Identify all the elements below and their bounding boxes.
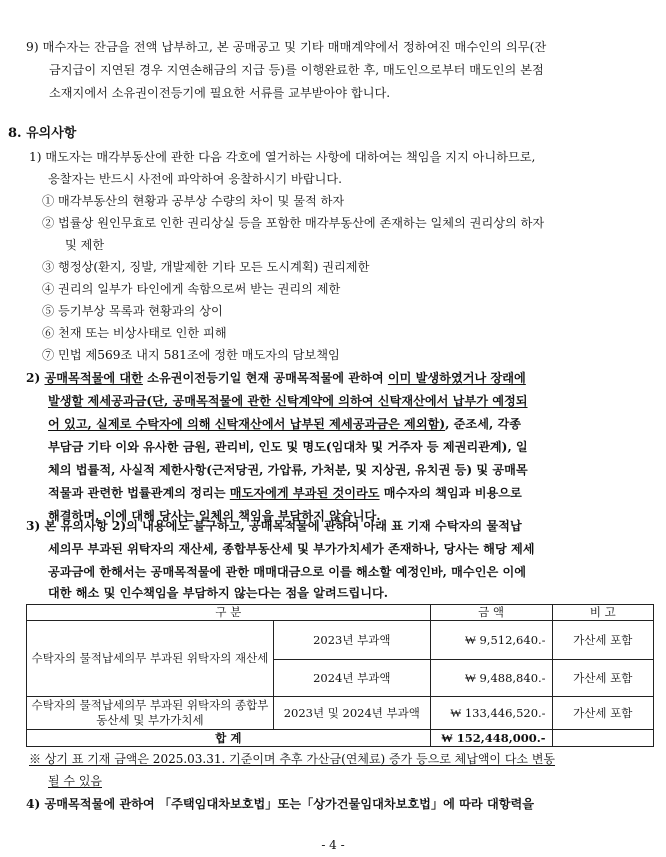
item1-sub2b: 및 제한 [65, 238, 105, 252]
item3-line4: 대한 해소 및 인수책임을 부담하지 않는다는 점을 알려드립니다. [48, 586, 389, 600]
footnote-line1: ※ 상기 표 기재 금액은 2025.03.31. 기준이며 추후 가산금(연체료) 증가 등으로 체납액이 다소 변동 [29, 752, 556, 766]
table-row [27, 697, 654, 730]
item1-sub2a: ② 법률상 원인무효로 인한 권리상실 등을 포함한 매각부동산에 존재하는 일체의 권리상의 하자 [42, 216, 545, 230]
total-amount: ₩ 152,448,000.- [430, 730, 552, 747]
item9-line3: 소재지에서 소유권이전등기에 필요한 서류를 교부받아야 합니다. [49, 86, 391, 100]
item1-sub5: ⑤ 등기부상 목록과 현황과의 상이 [42, 304, 223, 318]
item1-sub1: ① 매각부동산의 현황과 공부상 수량의 차이 및 물적 하자 [42, 194, 345, 208]
item4-line1: 4) 공매목적물에 관하여 「주택임대차보호법」또는「상가건물임대차보호법」에 따라 대항력을 [26, 797, 535, 811]
row-note: 가산세 포함 [552, 660, 653, 697]
row-note: 가산세 포함 [552, 697, 653, 730]
page-number: - 4 - [321, 838, 345, 852]
row-period: 2023년 부과액 [273, 621, 430, 660]
row-amount: ₩ 133,446,520.- [430, 697, 552, 730]
table-row [27, 621, 654, 660]
item2-line1 [26, 367, 526, 390]
item3-line3: 공과금에 한해서는 공매목적물에 관한 매매대금으로 이를 해소할 예정인바, 매수인은 이에 [48, 565, 527, 579]
row-label-property-tax: 수탁자의 물적납세의무 부과된 위탁자의 재산세 [27, 621, 274, 697]
header-category: 구 분 [27, 605, 431, 621]
item2-text-a: 소유권이전등기일 현재 공매목적물에 관하여 [142, 371, 388, 385]
item1-sub6: ⑥ 천재 또는 비상사태로 인한 피해 [42, 326, 227, 340]
item9-line1: 9) 매수자는 잔금을 전액 납부하고, 본 공매공고 및 기타 매매계약에서 정하여진 매수인의 의무(잔 [26, 40, 547, 54]
item1-sub3: ③ 행정상(환지, 징발, 개발제한 기타 모든 도시계획) 권리제한 [42, 260, 370, 274]
tax-table-header-row [27, 605, 654, 621]
row-label-comprehensive-tax: 수탁자의 물적납세의무 부과된 위탁자의 종합부동산세 및 부가가치세 [27, 697, 274, 730]
item2-underline-a: 공매목적물에 대한 [44, 371, 143, 385]
total-note [552, 730, 653, 747]
item1-sub4: ④ 권리의 일부가 타인에게 속함으로써 받는 권리의 제한 [42, 282, 341, 296]
item2-line3 [48, 413, 521, 436]
item2-number: 2) [26, 371, 45, 385]
item2-text-c: , 준조세, 각종 [445, 417, 521, 431]
item2-text-d: 적물과 관련한 법률관계의 정리는 [48, 486, 230, 500]
item2-underline-d: 매도자에게 부과된 것이라도 [229, 486, 380, 500]
item2-text-e: 매수자의 책임과 비용으로 [379, 486, 522, 500]
header-note: 비 고 [552, 605, 653, 621]
section8-heading: 8. 유의사항 [8, 126, 77, 141]
footnote-line2: 될 수 있음 [48, 774, 102, 788]
row-period: 2023년 및 2024년 부과액 [273, 697, 430, 730]
item2-line6 [48, 482, 522, 505]
tax-table [26, 604, 654, 747]
row-amount: ₩ 9,488,840.- [430, 660, 552, 697]
item1-line2: 응찰자는 반드시 사전에 파악하여 응찰하시기 바랍니다. [48, 172, 343, 186]
item2-underline-b: 이미 발생하였거나 장래에 [387, 371, 526, 385]
item9-line2: 금지급이 지연된 경우 지연손해금의 지급 등)를 이행완료한 후, 매도인으로부터 매도인의 본점 [49, 63, 544, 77]
row-note: 가산세 포함 [552, 621, 653, 660]
item2-underline-c: 어 있고, 실제로 수탁자에 의해 신탁재산에서 납부된 제세공과금은 제외함) [48, 417, 446, 431]
item3-line2: 세의무 부과된 위탁자의 재산세, 종합부동산세 및 부가가치세가 존재하나, 당사는 해당 제세 [48, 542, 535, 556]
header-amount: 금 액 [430, 605, 552, 621]
table-total-row [27, 730, 654, 747]
item1-sub7: ⑦ 민법 제569조 내지 581조에 정한 매도자의 담보책임 [42, 348, 340, 362]
row-amount: ₩ 9,512,640.- [430, 621, 552, 660]
item1-line1: 1) 매도자는 매각부동산에 관한 다음 각호에 열거하는 사항에 대하여는 책임을 지지 아니하므로, [29, 150, 536, 164]
row-period: 2024년 부과액 [273, 660, 430, 697]
item2-line5: 체의 법률적, 사실적 제한사항(근저당권, 가압류, 가처분, 및 지상권, 유치권 등) 및 공매목 [48, 463, 528, 477]
item2-line4: 부담금 기타 이와 유사한 금원, 관리비, 인도 및 명도(임대차 및 거주자 등 제권리관계), 일 [48, 440, 528, 454]
item2-line2: 발생할 제세공과금(단, 공매목적물에 관한 신탁계약에 의하여 신탁재산에서 납부가 예정되 [48, 394, 528, 408]
item3-line1: 3) 본 유의사항 2)의 내용에도 불구하고, 공매목적물에 관하여 아래 표 기재 수탁자의 물적납 [26, 519, 522, 533]
total-label: 합 계 [27, 730, 431, 747]
item2-line7: 해결하며, 이에 대해 당사는 일체의 책임을 부담하지 않습니다. [48, 509, 381, 523]
